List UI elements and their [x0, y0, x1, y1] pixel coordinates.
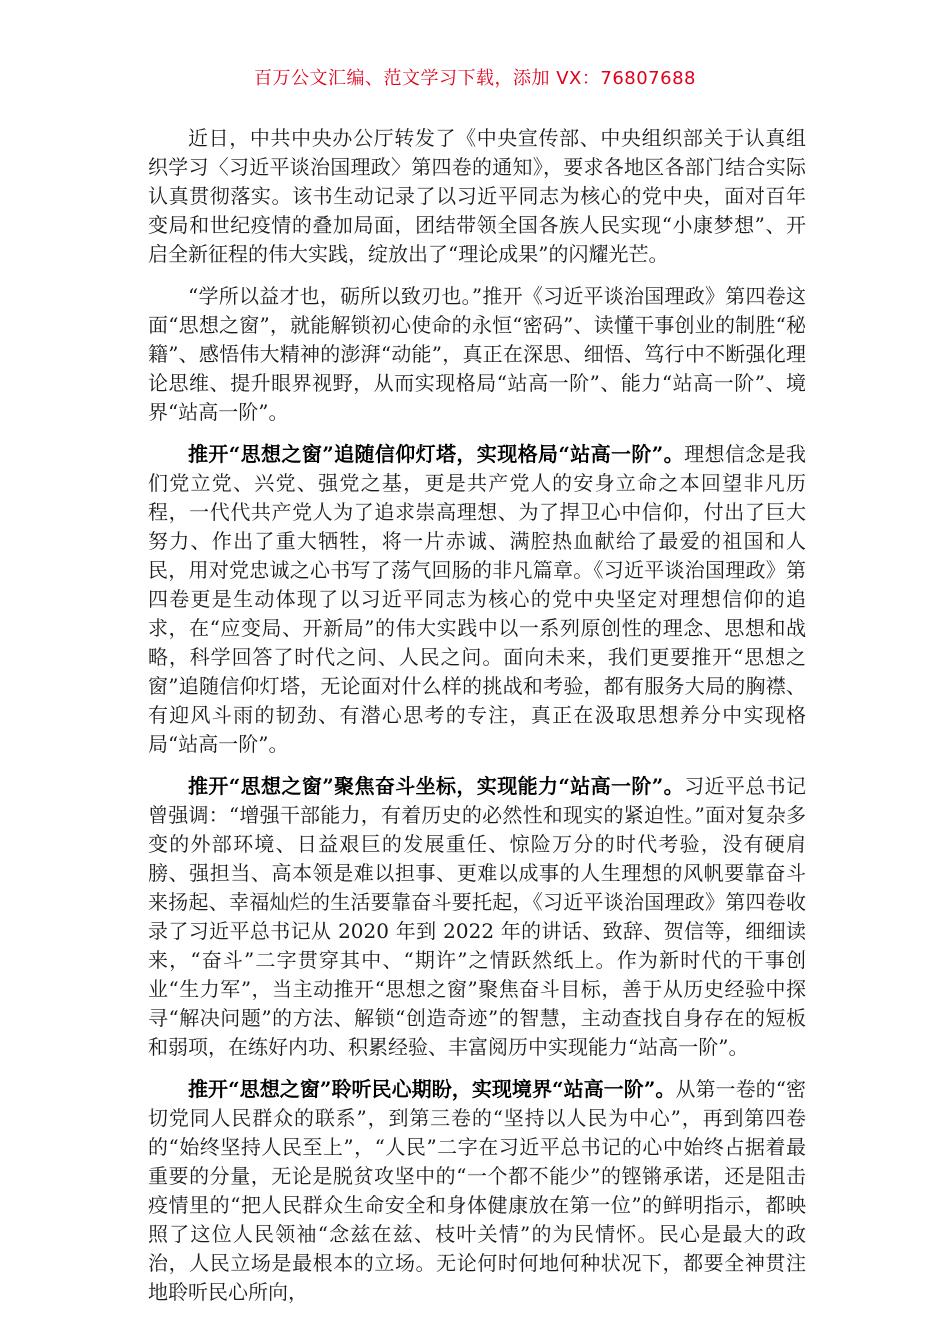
paragraph-text: “学所以益才也，砺所以致刃也。”推开《习近平谈治国理政》第四卷这面“思想之窗”，就能解锁初心使命的永恒“密码”、读懂干事创业的制胜“秘籍”、感悟伟大精神的澎湃“动能”，真正在深思、细悟、笃行中不断强化理论思维、提升眼界视野，从而实现格局“站高一阶”、能力“站高一阶”、境界“站高一阶”。 — [148, 284, 806, 424]
paragraph-lead-heading: 推开“思想之窗”聚焦奋斗坐标，实现能力“站高一阶”。 — [188, 774, 685, 798]
header-watermark-text: 百万公文汇编、范文学习下载，添加 VX：76807688 — [254, 68, 696, 89]
paragraph-text: 近日，中共中央办公厅转发了《中央宣传部、中央组织部关于认真组织学习〈习近平谈治国理政〉第四卷的通知》，要求各地区各部门结合实际认真贯彻落实。该书生动记录了以习近平同志为核心的党中央，面对百年变局和世纪疫情的叠加局面，团结带领全国各族人民实现“小康梦想”、开启全新征程的伟大实践，绽放出了“理论成果”的闪耀光芒。 — [148, 126, 806, 266]
paragraph-text: 从第一卷的“密切党同人民群众的联系”，到第三卷的“坚持以人民为中心”，再到第四卷的“始终坚持人民至上”，“人民”二字在习近平总书记的心中始终占据着最重要的分量，无论是脱贫攻坚中的“一个都不能少”的铿锵承诺，还是阻击疫情里的“把人民群众生命安全和身体健康放在第一位”的鲜明指示，都映照了这位人民领袖“念兹在兹、枝叶关情”的为民情怀。民心是最大的政治，人民立场是最根本的立场。无论何时何地何种状况下，都要全神贯注地聆听民心所向， — [148, 1077, 806, 1304]
paragraph-section-pattern — [148, 440, 806, 759]
paragraph-intro — [148, 124, 806, 269]
paragraph-text: 理想信念是我们党立党、兴党、强党之基，更是共产党人的安身立命之本回望非凡历程，一代代共产党人为了追求崇高理想、为了捍卫心中信仰，付出了巨大努力、作出了重大牺牲，将一片赤诚、满腔热血献给了最爱的祖国和人民，用对党忠诚之心书写了荡气回肠的非凡篇章。《习近平谈治国理政》第四卷更是生动体现了以习近平同志为核心的党中央坚定对理想信仰的追求，在“应变局、开新局”的伟大实践中以一系列原创性的理念、思想和战略，科学回答了时代之问、人民之问。面向未来，我们更要推开“思想之窗”追随信仰灯塔，无论面对什么样的挑战和考验，都有服务大局的胸襟、有迎风斗雨的韧劲、有潜心思考的专注，真正在汲取思想养分中实现格局“站高一阶”。 — [148, 442, 807, 756]
paragraph-section-ability — [148, 772, 806, 1062]
paragraph-quote — [148, 282, 806, 427]
paragraph-section-realm — [148, 1075, 806, 1307]
paragraph-lead-heading: 推开“思想之窗”追随信仰灯塔，实现格局“站高一阶”。 — [188, 442, 685, 466]
paragraph-text: 习近平总书记曾强调：“增强干部能力，有着历史的必然性和现实的紧迫性。”面对复杂多变的外部环境、日益艰巨的发展重任、惊险万分的时代考验，没有硬肩膀、强担当、高本领是难以担事、更难以成事的人生理想的风帆要靠奋斗来扬起、幸福灿烂的生活要靠奋斗要托起，《习近平谈治国理政》第四卷收录了习近平总书记从 2020 年到 2022 年的讲话、致辞、贺信等，细细读来，“奋斗”二字贯穿其中、“期许”之情跃然纸上。作为新时代的干事创业“生力军”，当主动推开“思想之窗”聚焦奋斗目标，善于从历史经验中探寻“解决问题”的方法、解锁“创造奇迹”的智慧，主动查找自身存在的短板和弱项，在练好内功、积累经验、丰富阅历中实现能力“站高一阶”。 — [148, 774, 807, 1059]
paragraph-lead-heading: 推开“思想之窗”聆听民心期盼，实现境界“站高一阶”。 — [188, 1077, 676, 1101]
article-body — [148, 124, 806, 1320]
